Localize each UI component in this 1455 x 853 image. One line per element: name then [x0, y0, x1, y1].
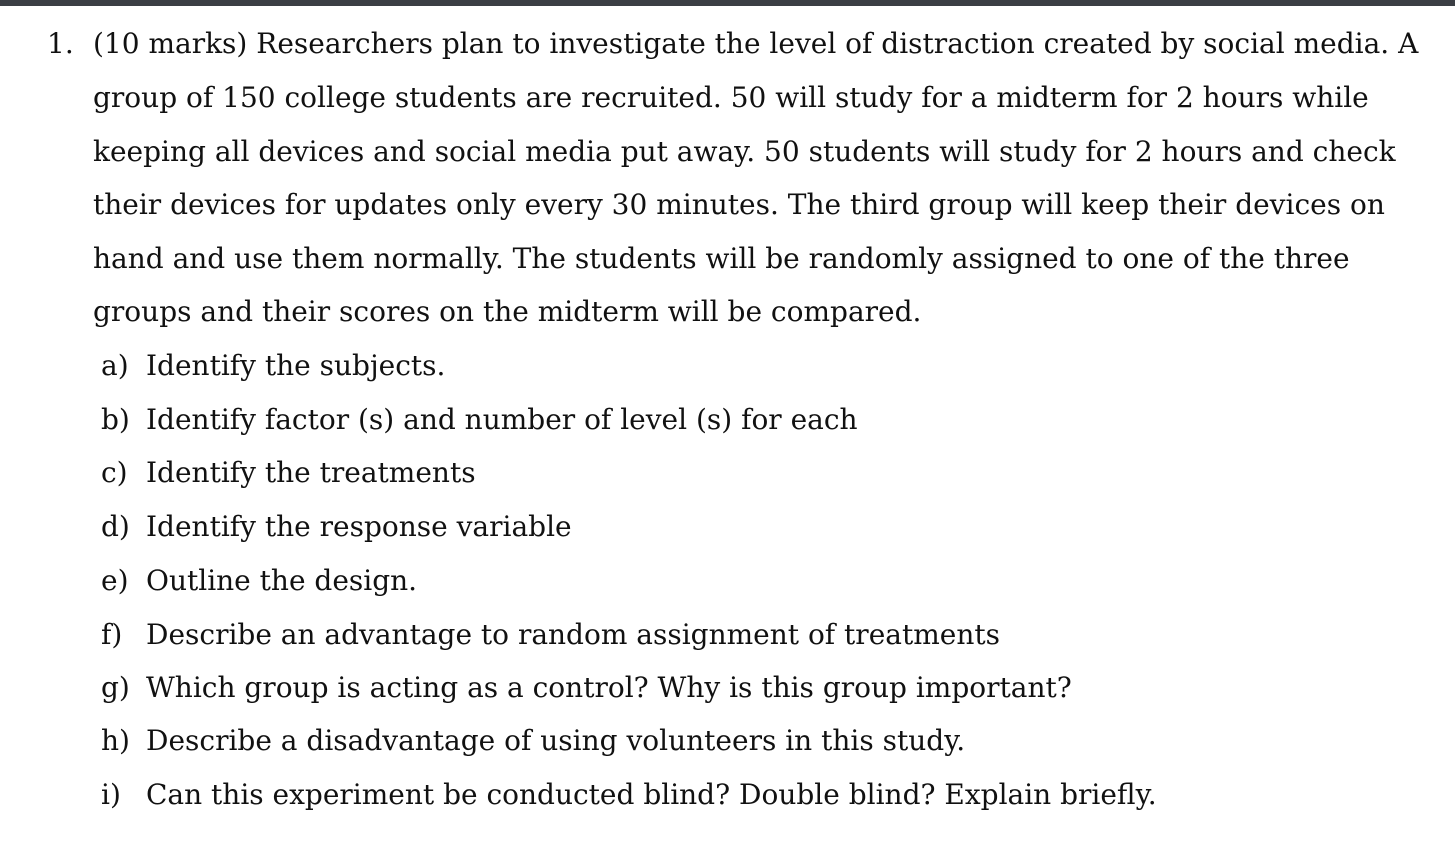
question-stem-line: group of 150 college students are recruited. 50 will study for a midterm for 2 hours while — [93, 81, 1369, 114]
sub-question-i — [0, 775, 1455, 815]
question-stem-line: groups and their scores on the midterm will be compared. — [93, 295, 922, 328]
sub-question-c — [0, 453, 1455, 493]
sub-question-text: Can this experiment be conducted blind? Double blind? Explain briefly. — [146, 778, 1157, 811]
sub-question-h — [0, 721, 1455, 761]
sub-question-b — [0, 400, 1455, 440]
sub-question-text: Identify factor (s) and number of level (s) for each — [146, 403, 858, 436]
sub-question-text: Identify the response variable — [146, 510, 572, 543]
sub-question-letter: g) — [101, 671, 130, 704]
sub-question-g — [0, 668, 1455, 708]
sub-question-text: Identify the treatments — [146, 456, 476, 489]
sub-question-d — [0, 507, 1455, 547]
sub-question-text: Identify the subjects. — [146, 349, 446, 382]
sub-question-letter: f) — [101, 618, 123, 651]
sub-question-letter: i) — [101, 778, 121, 811]
question-number: 1. — [47, 27, 74, 60]
question-stem-line: hand and use them normally. The students will be randomly assigned to one of the three — [93, 242, 1350, 275]
sub-question-letter: e) — [101, 564, 129, 597]
sub-question-text: Describe a disadvantage of using volunteers in this study. — [146, 724, 966, 757]
question-stem-line: keeping all devices and social media put away. 50 students will study for 2 hours and check — [93, 135, 1396, 168]
sub-question-letter: d) — [101, 510, 130, 543]
sub-question-letter: c) — [101, 456, 128, 489]
sub-question-text: Outline the design. — [146, 564, 418, 597]
sub-question-a — [0, 346, 1455, 386]
sub-question-e — [0, 561, 1455, 601]
sub-question-letter: b) — [101, 403, 130, 436]
question-stem-line: their devices for updates only every 30 minutes. The third group will keep their devices on — [93, 188, 1385, 221]
sub-question-letter: h) — [101, 724, 130, 757]
question-stem-line: (10 marks) Researchers plan to investigate the level of distraction created by social media. A — [93, 27, 1419, 60]
sub-question-text: Which group is acting as a control? Why is this group important? — [146, 671, 1072, 704]
sub-question-f — [0, 615, 1455, 655]
sub-question-text: Describe an advantage to random assignment of treatments — [146, 618, 1000, 651]
sub-question-letter: a) — [101, 349, 129, 382]
